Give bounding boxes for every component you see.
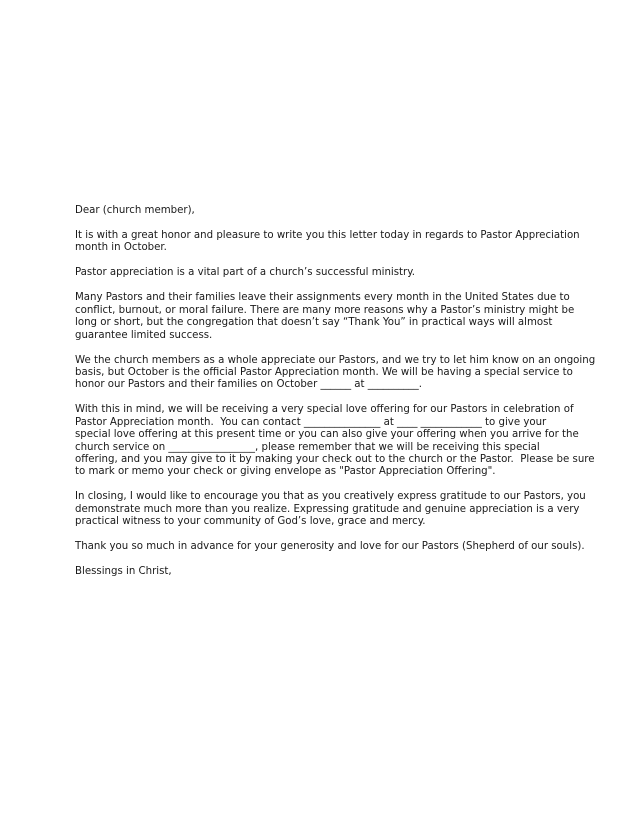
paragraph-line: month in October. (75, 242, 167, 254)
paragraph-line: basis, but October is the official Pastor Appreciation month. We will be having a special service to (75, 367, 573, 379)
paragraph-thank-you (75, 541, 585, 553)
paragraph-love-offering (75, 404, 595, 478)
paragraph-line: demonstrate much more than you realize. Expressing gratitude and genuine appreciation is a very (75, 503, 580, 515)
paragraph-line: Pastor appreciation is a vital part of a church’s successful ministry. (75, 267, 416, 279)
closing (75, 566, 567, 578)
paragraph-line: Many Pastors and their families leave their assignments every month in the United States due to (75, 292, 570, 304)
paragraph-line: practical witness to your community of God’s love, grace and mercy. (75, 516, 426, 528)
paragraph-line: Thank you so much in advance for your generosity and love for our Pastors (Shepherd of our souls). (75, 541, 585, 553)
paragraph-line: long or short, but the congregation that doesn’t say “Thank You” in practical ways will almost (75, 317, 553, 329)
paragraph-line: In closing, I would like to encourage you that as you creatively express gratitude to our Pastors, you (75, 491, 586, 503)
paragraph-line: Pastor Appreciation month. You can contact _______________ at ____ ____________ to give your (75, 416, 547, 428)
paragraph-vital-part (75, 267, 567, 279)
paragraph-intro (75, 230, 580, 255)
paragraph-line: to mark or memo your check or giving envelope as "Pastor Appreciation Offering". (75, 466, 496, 478)
letter-body (75, 205, 596, 591)
paragraph-line: guarantee limited success. (75, 329, 213, 341)
paragraph-pastors-leave (75, 292, 575, 342)
paragraph-line: honor our Pastors and their families on October ______ at __________. (75, 379, 422, 391)
paragraph-closing-encouragement (75, 491, 586, 528)
paragraph-line: We the church members as a whole appreciate our Pastors, and we try to let him know on an ongoing (75, 354, 596, 366)
salutation (75, 205, 567, 217)
paragraph-special-service (75, 354, 596, 392)
salutation-line: Dear (church member), (75, 205, 195, 216)
paragraph-line: With this in mind, we will be receiving a very special love offering for our Pastors in celebration of (75, 404, 574, 416)
closing-line: Blessings in Christ, (75, 566, 172, 578)
paragraph-line: church service on _________________, please remember that we will be receiving this special (75, 441, 540, 453)
paragraph-line: It is with a great honor and pleasure to write you this letter today in regards to Pastor Appreciation (75, 230, 580, 241)
paragraph-line: special love offering at this present time or you can also give your offering when you arrive for the (75, 429, 579, 441)
paragraph-line: conflict, burnout, or moral failure. There are many more reasons why a Pastor’s ministry might be (75, 304, 575, 316)
paragraph-line: offering, and you may give to it by making your check out to the church or the Pastor. Please be sure (75, 454, 595, 466)
